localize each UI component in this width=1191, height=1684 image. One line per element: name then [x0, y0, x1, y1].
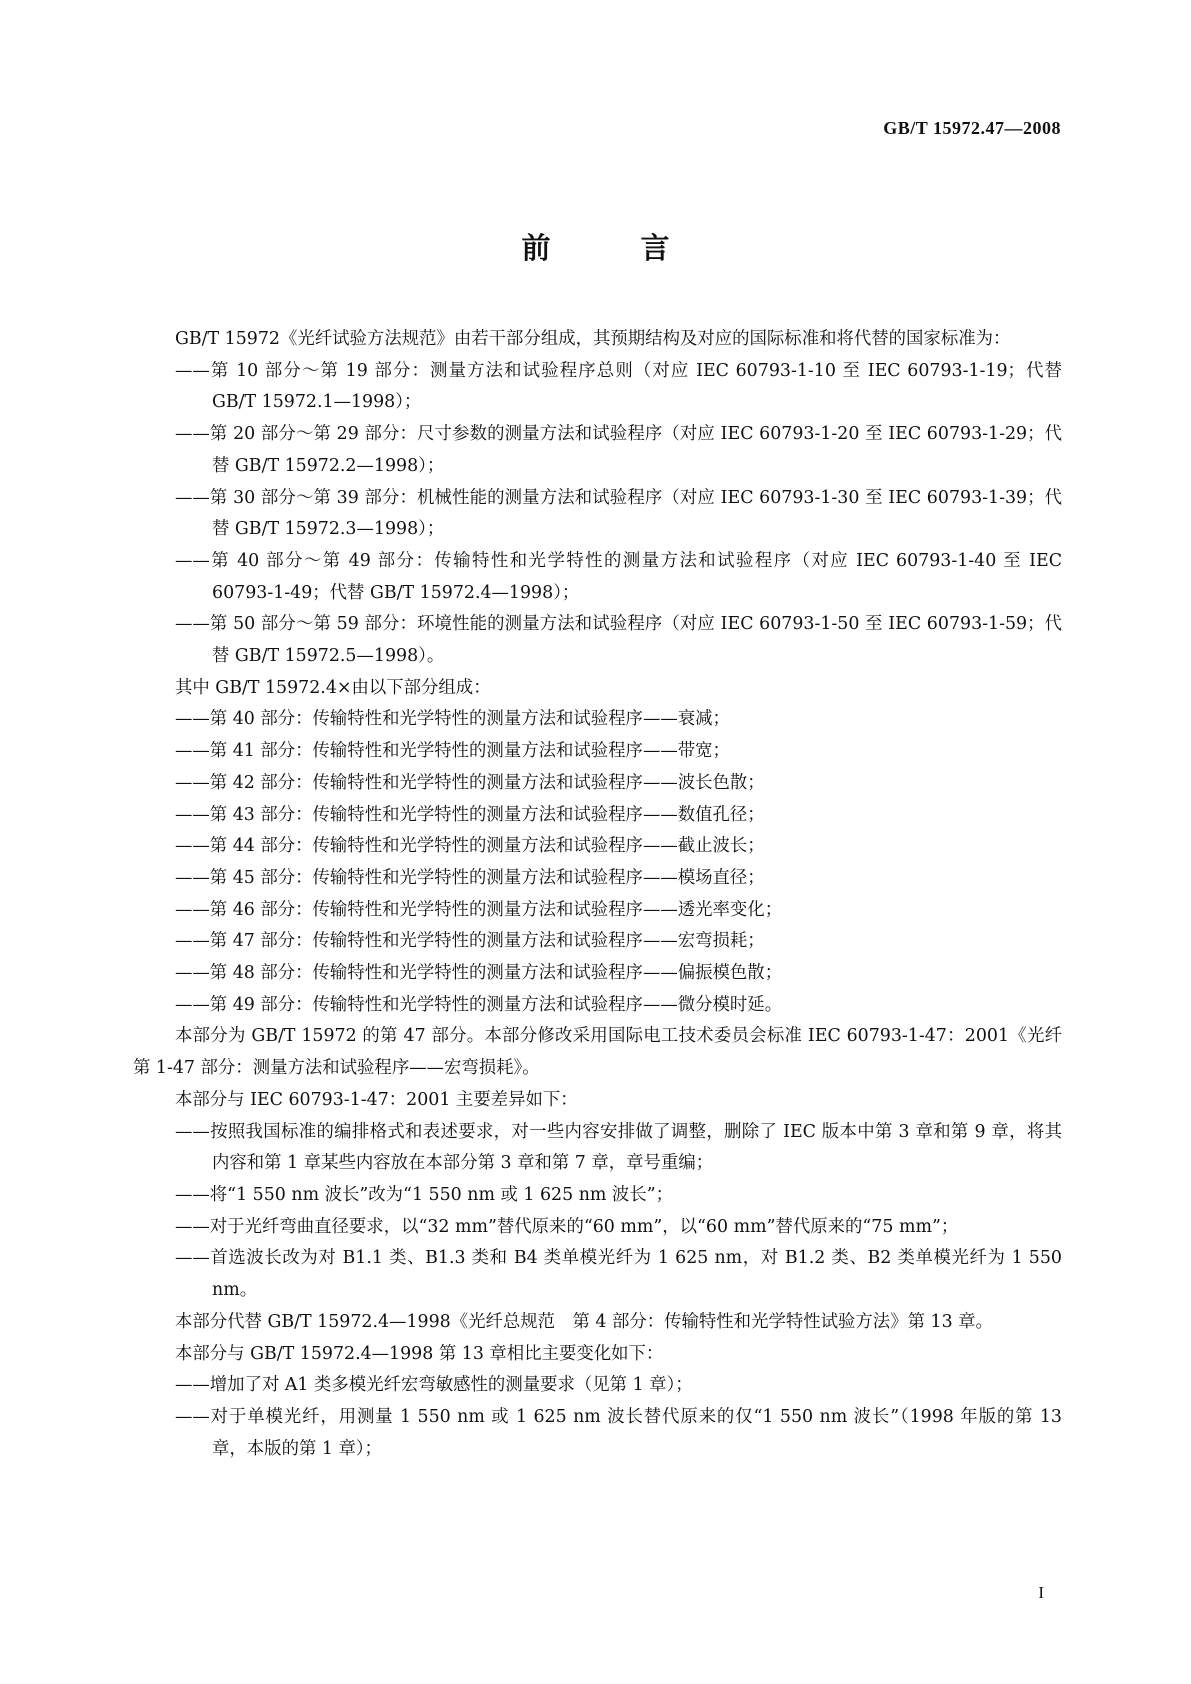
part-list-item: —— 第 40 部分：传输特性和光学特性的测量方法和试验程序——衰减； — [133, 704, 1062, 736]
structure-list-item: —— 第 30 部分～第 39 部分：机械性能的测量方法和试验程序（对应 IEC 60793-1-30 至 IEC 60793-1-39；代替 GB/T 15972.3—1998）； — [133, 483, 1062, 546]
structure-list-item: —— 第 50 部分～第 59 部分：环境性能的测量方法和试验程序（对应 IEC 60793-1-50 至 IEC 60793-1-59；代替 GB/T 15972.5—1998）。 — [133, 609, 1062, 672]
standard-number: GB/T 15972.47—2008 — [883, 118, 1061, 138]
changes-paragraph: 本部分与 GB/T 15972.4—1998 第 13 章相比主要变化如下： — [175, 1343, 664, 1364]
part-list-item: —— 第 43 部分：传输特性和光学特性的测量方法和试验程序——数值孔径； — [133, 800, 1062, 832]
part-list-item: —— 第 41 部分：传输特性和光学特性的测量方法和试验程序——带宽； — [133, 736, 1062, 768]
document-body — [133, 324, 1080, 1465]
part-list-item: —— 第 46 部分：传输特性和光学特性的测量方法和试验程序——透光率变化； — [133, 895, 1062, 927]
difference-list-item: —— 将“1 550 nm 波长”改为“1 550 nm 或 1 625 nm 波长”； — [133, 1180, 1062, 1212]
intro-paragraph: GB/T 15972《光纤试验方法规范》由若干部分组成，其预期结构及对应的国际标准和将代替的国家标准为： — [175, 329, 1011, 349]
change-list-item: —— 对于单模光纤，用测量 1 550 nm 或 1 625 nm 波长替代原来的仅“1 550 nm 波长”（1998 年版的第 13 章，本版的第 1 章）； — [133, 1402, 1062, 1465]
part-list-item: —— 第 49 部分：传输特性和光学特性的测量方法和试验程序——微分模时延。 — [133, 990, 1062, 1022]
structure-list-item: —— 第 40 部分～第 49 部分：传输特性和光学特性的测量方法和试验程序（对应 IEC 60793-1-40 至 IEC 60793-1-49；代替 GB/T 15972.4—1998）； — [133, 546, 1062, 609]
structure-list-item: —— 第 10 部分～第 19 部分：测量方法和试验程序总则（对应 IEC 60793-1-10 至 IEC 60793-1-19；代替 GB/T 15972.1—1998）； — [133, 356, 1062, 419]
adoption-paragraph: 本部分为 GB/T 15972 的第 47 部分。本部分修改采用国际电工技术委员会标准 IEC 60793-1-47：2001《光纤 第 1-47 部分：测量方法和试验程序——宏弯损耗》。 — [133, 1026, 1080, 1079]
part-list-item: —— 第 42 部分：传输特性和光学特性的测量方法和试验程序——波长色散； — [133, 768, 1062, 800]
change-list-item: —— 增加了对 A1 类多模光纤宏弯敏感性的测量要求（见第 1 章）； — [133, 1370, 1062, 1402]
difference-list-item: —— 对于光纤弯曲直径要求，以“32 mm”替代原来的“60 mm”，以“60 mm”替代原来的“75 mm”； — [133, 1212, 1062, 1244]
part-list-item: —— 第 48 部分：传输特性和光学特性的测量方法和试验程序——偏振模色散； — [133, 958, 1062, 990]
part-list-item: —— 第 47 部分：传输特性和光学特性的测量方法和试验程序——宏弯损耗； — [133, 926, 1062, 958]
part-list-item: —— 第 44 部分：传输特性和光学特性的测量方法和试验程序——截止波长； — [133, 831, 1062, 863]
replacement-paragraph: 本部分代替 GB/T 15972.4—1998《光纤总规范 第 4 部分：传输特性和光学特性试验方法》第 13 章。 — [175, 1311, 993, 1332]
page-number: I — [1038, 1583, 1044, 1602]
difference-list-item: —— 首选波长改为对 B1.1 类、B1.3 类和 B4 类单模光纤为 1 625 nm，对 B1.2 类、B2 类单模光纤为 1 550 nm。 — [133, 1243, 1062, 1306]
structure-list-item: —— 第 20 部分～第 29 部分：尺寸参数的测量方法和试验程序（对应 IEC 60793-1-20 至 IEC 60793-1-29；代替 GB/T 15972.2—1998）； — [133, 419, 1062, 482]
page-title: 前 言 — [521, 231, 710, 265]
parts-paragraph: 其中 GB/T 15972.4×由以下部分组成： — [175, 677, 491, 698]
differences-paragraph: 本部分与 IEC 60793-1-47：2001 主要差异如下： — [175, 1089, 578, 1110]
difference-list-item: —— 按照我国标准的编排格式和表述要求，对一些内容安排做了调整，删除了 IEC 版本中第 3 章和第 9 章，将其内容和第 1 章某些内容放在本部分第 3 章和第 7 章，章号重编； — [133, 1117, 1062, 1180]
part-list-item: —— 第 45 部分：传输特性和光学特性的测量方法和试验程序——模场直径； — [133, 863, 1062, 895]
